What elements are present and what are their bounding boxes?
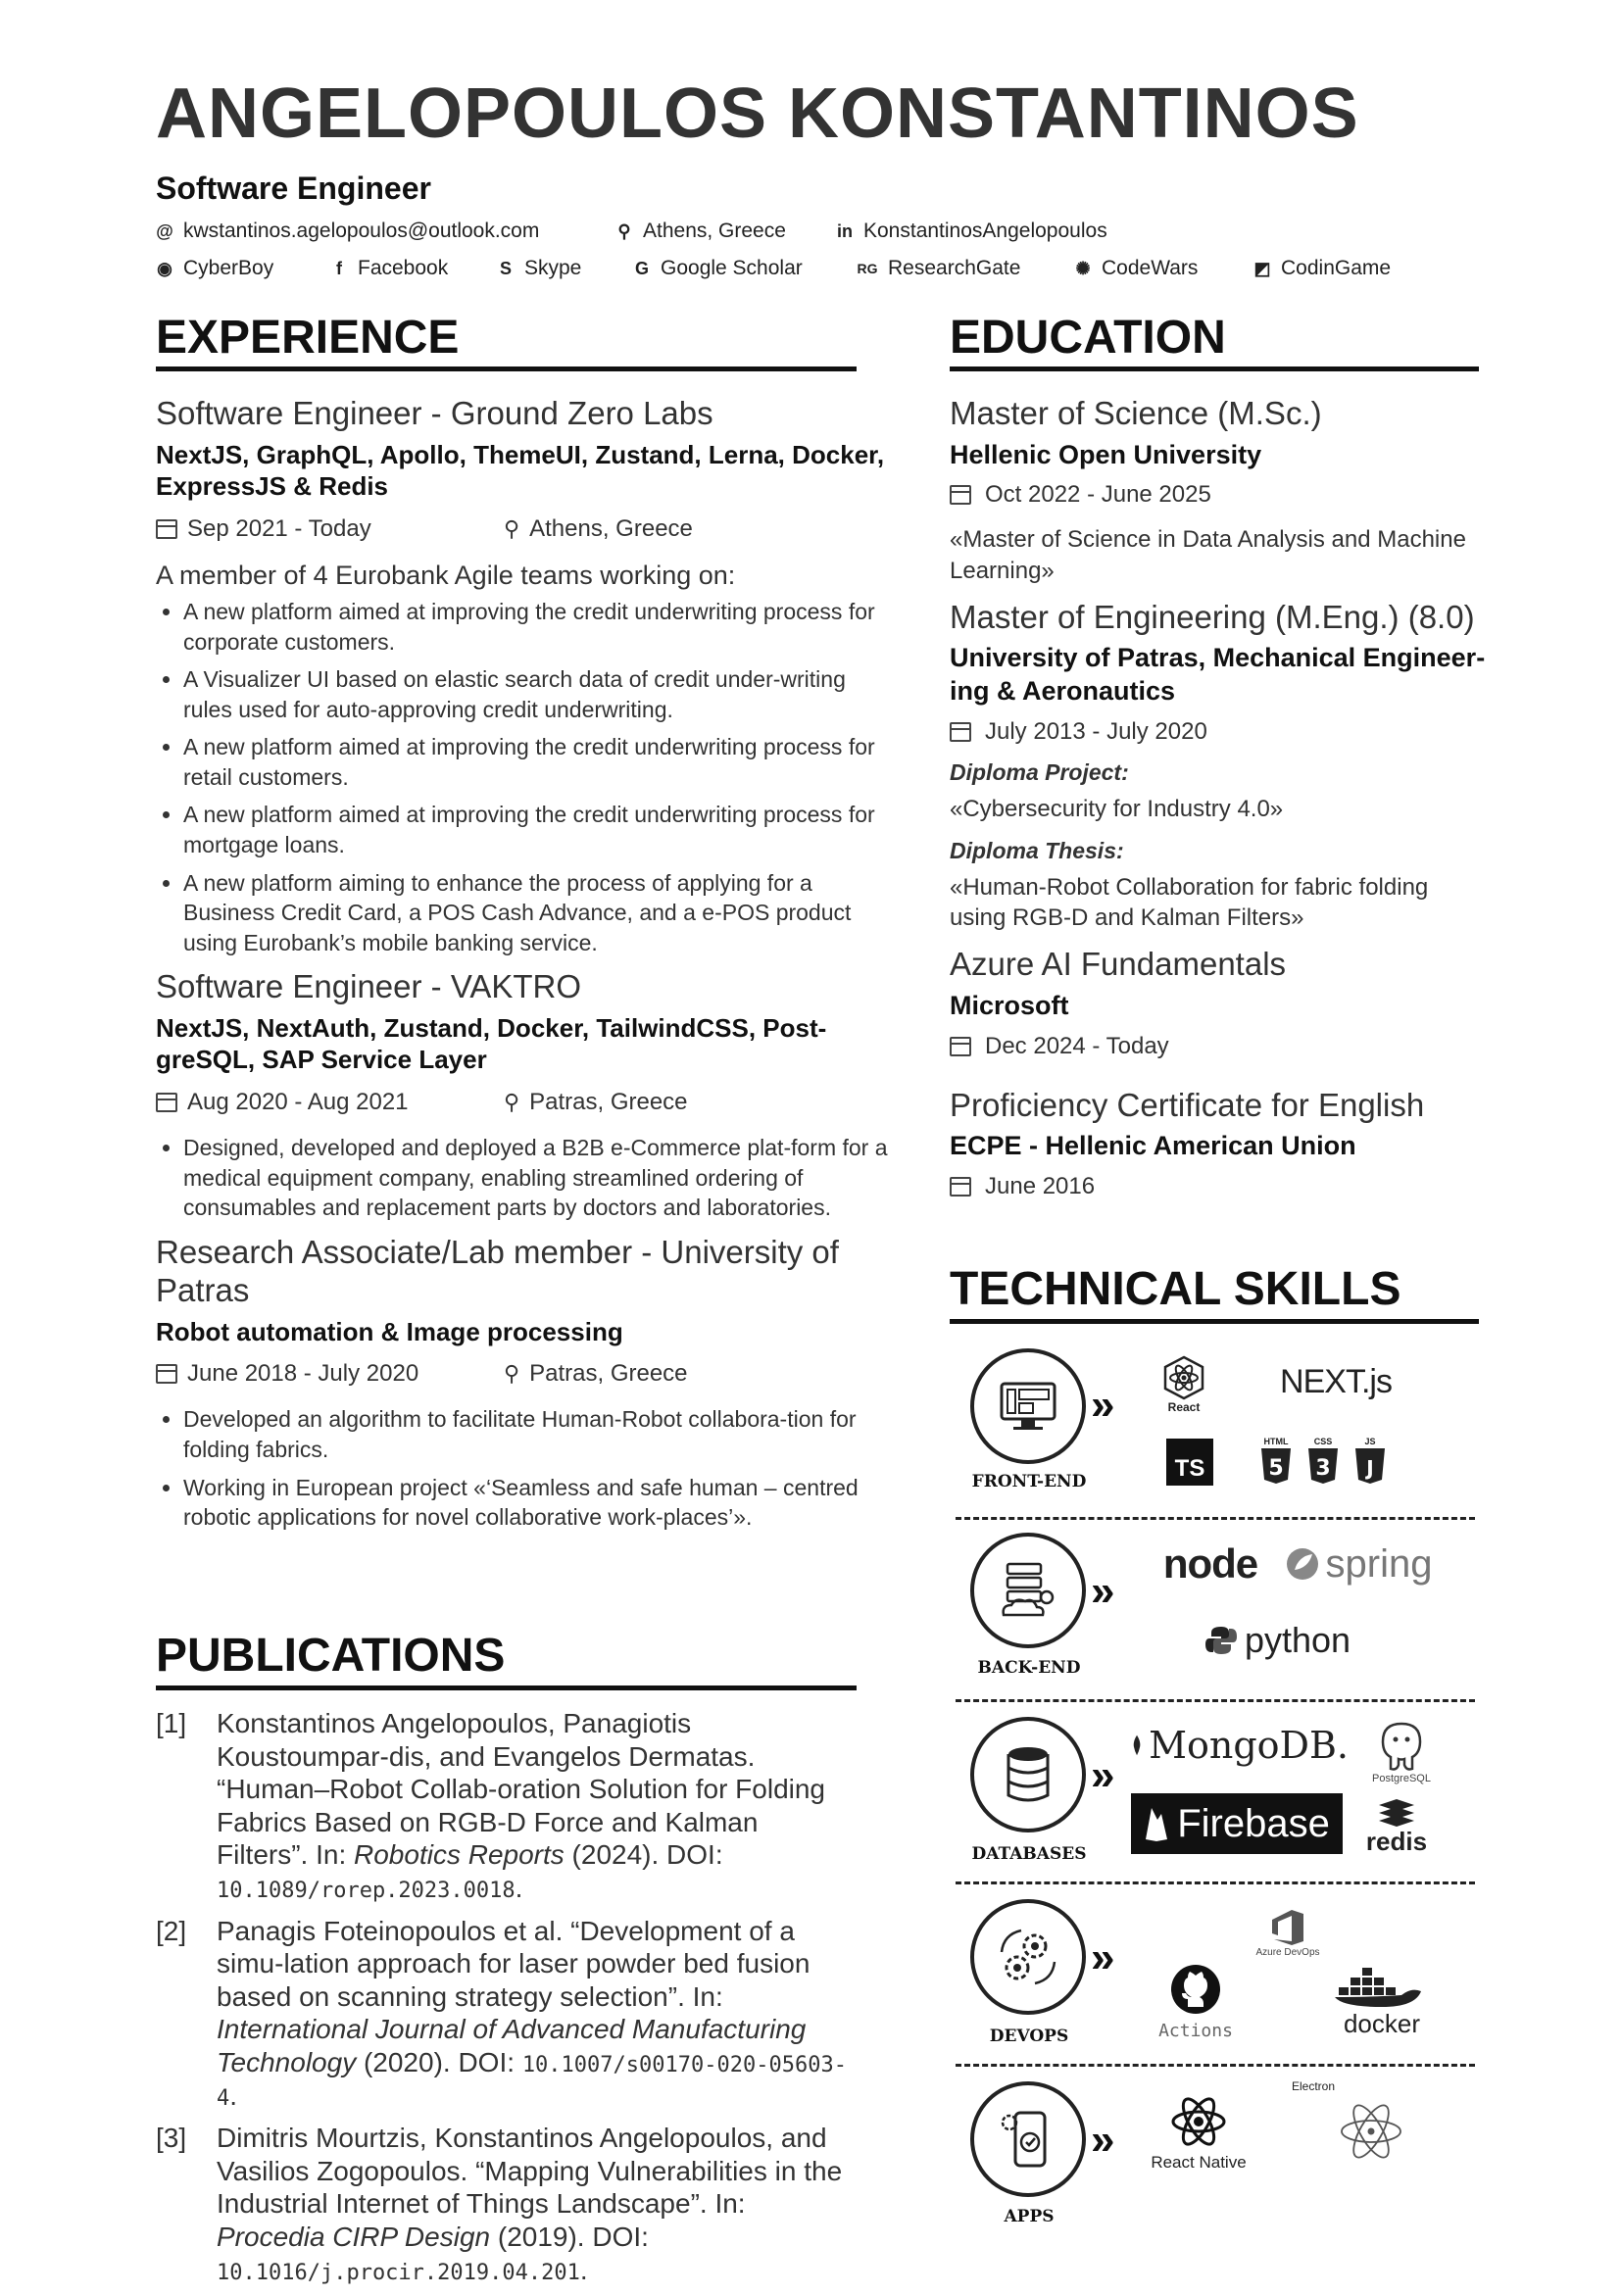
- education-heading: EDUCATION: [950, 312, 1226, 364]
- location-pin-icon: ⚲: [504, 1089, 520, 1114]
- redis-logo-icon: [1360, 1793, 1433, 1860]
- experience-item: [156, 967, 901, 1222]
- job-location: Patras, Greece: [529, 1088, 688, 1115]
- calendar-icon: [156, 519, 177, 539]
- linkedin-link[interactable]: [836, 220, 1107, 243]
- linkedin-icon: in: [837, 220, 853, 241]
- calendar-icon: [950, 1177, 971, 1197]
- list-item: • A new platform aimed at improving the credit underwriting process for retail customers.: [183, 732, 901, 792]
- institution: University of Patras, Mechanical Engineer-ing & Aeronautics: [950, 643, 1486, 707]
- publication-journal: International Journal of Advanced Manufacturing Technology: [217, 2014, 807, 2077]
- diploma-project-label: Diploma Project:: [950, 758, 1129, 785]
- list-item: • A new platform aimed at improving the credit underwriting process for mortgage loans.: [183, 800, 901, 859]
- electron-logo-text: Electron: [1292, 2079, 1336, 2093]
- github-text: CyberBoy: [183, 257, 274, 279]
- list-item: • A new platform aiming to enhance the process of applying for a Business Credit Card, a POS Cash Advance, and a e-POS product using Eurobank’s mobile banking service.: [183, 868, 901, 958]
- publication-text: Panagis Foteinopoulos et al. “Development of a simu-lation approach for laser powder bed fusion based on scanning strategy selection”. In: International Journal of Advanced Manufacturing Technology (2020). DOI: 10.1007/s00170-020-05603-4.: [217, 1915, 847, 2111]
- education-dates: July 2013 - July 2020: [985, 717, 1207, 745]
- react-native-logo-icon: [1125, 2089, 1272, 2177]
- email-text: kwstantinos.agelopoulos@outlook.com: [183, 220, 540, 242]
- databases-label: DATABASES: [971, 1844, 1087, 1864]
- job-title: Software Engineer - Ground Zero Labs: [156, 395, 713, 431]
- google-icon: G: [634, 258, 649, 278]
- skills-divider: [956, 2064, 1475, 2067]
- skill-row-apps: [949, 2076, 1478, 2242]
- nodejs-logo-icon: node: [1162, 1540, 1258, 1587]
- frontend-monitor-icon: [970, 1348, 1086, 1464]
- codewars-text: CodeWars: [1102, 257, 1199, 279]
- react-native-logo-text: React Native: [1151, 2153, 1247, 2172]
- publications-rule: [156, 1685, 857, 1690]
- google-scholar-text: Google Scholar: [661, 257, 803, 279]
- codingame-text: CodinGame: [1281, 257, 1392, 279]
- javascript-logo-icon: JS J: [1351, 1435, 1390, 1488]
- degree-title: Master of Science (M.Sc.): [950, 395, 1322, 431]
- devops-gears-icon: [970, 1899, 1086, 2015]
- publication-doi[interactable]: 10.1089/rorep.2023.0018: [217, 1878, 516, 1903]
- skills-divider: [956, 1517, 1475, 1520]
- react-logo-text: React: [1167, 1400, 1201, 1414]
- degree-title: Master of Engineering (M.Eng.) (8.0): [950, 598, 1475, 635]
- email-link[interactable]: [156, 220, 539, 243]
- svg-text:J: J: [1366, 1456, 1374, 1480]
- job-meta: [156, 1086, 901, 1119]
- experience-heading: EXPERIENCE: [156, 312, 460, 364]
- redis-logo-text: redis: [1365, 1826, 1428, 1856]
- codingame-link[interactable]: [1253, 257, 1391, 280]
- chevron-double-right-icon: »: [1091, 2116, 1115, 2164]
- job-tech-stack: NextJS, GraphQL, Apollo, ThemeUI, Zustand, Lerna, Docker, ExpressJS & Redis: [156, 439, 885, 502]
- list-item: • Designed, developed and deployed a B2B e-Commerce plat-form for a medical equipment company, enabling streamlined ordering of consumables and replacement parts by doctors and laboratories.: [183, 1133, 901, 1223]
- candidate-role: Software Engineer: [156, 171, 431, 206]
- publication-text: Konstantinos Angelopoulos, Panagiotis Koustoumpar-dis, and Evangelos Dermatas. “Human–Robot Collab-oration Solution for Folding Fabrics Based on RGB-D Force and Kalman Filters”. In: Robotics Reports (2024). DOI: 10.1089/rorep.2023.0018.: [217, 1708, 826, 1903]
- react-logo-icon: [1154, 1352, 1213, 1417]
- job-bullets: [156, 1404, 901, 1532]
- electron-logo-icon: [1282, 2076, 1429, 2174]
- education-item: [950, 598, 1489, 934]
- job-dates: Aug 2020 - Aug 2021: [187, 1088, 409, 1115]
- job-location: Athens, Greece: [529, 514, 693, 542]
- chevron-double-right-icon: »: [1091, 1751, 1115, 1799]
- facebook-icon: f: [336, 258, 342, 278]
- codingame-icon: ◩: [1253, 258, 1271, 278]
- apps-label: APPS: [1004, 2207, 1055, 2226]
- skill-row-devops: [949, 1893, 1478, 2066]
- mongodb-logo-icon: [1133, 1719, 1349, 1772]
- publications-heading: PUBLICATIONS: [156, 1630, 506, 1682]
- publication-doi[interactable]: 10.1016/j.procir.2019.04.201: [217, 2260, 580, 2285]
- institution: Microsoft: [950, 990, 1069, 1020]
- mongodb-logo-text: MongoDB.: [1149, 1724, 1349, 1767]
- diploma-thesis-label: Diploma Thesis:: [950, 838, 1124, 863]
- experience-item: [156, 394, 901, 957]
- list-item: • A new platform aimed at improving the credit underwriting process for corporate customers.: [183, 597, 901, 657]
- publications-list: [156, 1707, 857, 2296]
- skill-row-backend: [949, 1527, 1478, 1693]
- skype-icon: S: [499, 258, 512, 278]
- devops-label: DEVOPS: [989, 2027, 1069, 2046]
- job-bullets: [156, 1133, 901, 1223]
- education-dates: June 2016: [985, 1173, 1096, 1200]
- education-item: [950, 1086, 1489, 1200]
- list-item: • Working in European project «‘Seamless and safe human – centred robotic applications for novel collaborative work-places’».: [183, 1473, 901, 1533]
- chevron-double-right-icon: »: [1091, 1567, 1115, 1615]
- docker-logo-text: docker: [1343, 2008, 1421, 2038]
- job-intro: A member of 4 Eurobank Agile teams working on:: [156, 560, 736, 590]
- calendar-icon: [156, 1093, 177, 1112]
- svg-text:3: 3: [1315, 1456, 1331, 1481]
- location-item: [615, 220, 786, 243]
- skype-text: Skype: [524, 257, 582, 279]
- technical-skills-heading: TECHNICAL SKILLS: [950, 1263, 1401, 1315]
- calendar-icon: [950, 1037, 971, 1056]
- education-list: [950, 394, 1489, 1212]
- institution: Hellenic Open University: [950, 439, 1262, 469]
- skill-row-databases: [949, 1711, 1478, 1883]
- frontend-label: FRONT-END: [971, 1472, 1087, 1491]
- education-item: [950, 394, 1489, 586]
- location-pin-icon: ⚲: [617, 220, 631, 241]
- technical-skills-rule: [950, 1319, 1479, 1324]
- azure-devops-logo-icon: [1239, 1901, 1337, 1964]
- chevron-double-right-icon: »: [1091, 1381, 1115, 1429]
- codewars-link[interactable]: [1074, 257, 1198, 280]
- list-item: • Developed an algorithm to facilitate Human-Robot collabora-tion for folding fabrics.: [183, 1404, 901, 1464]
- education-dates: Dec 2024 - Today: [985, 1032, 1169, 1059]
- publication-journal: Procedia CIRP Design: [217, 2221, 491, 2252]
- location-text: Athens, Greece: [643, 220, 786, 242]
- publication-item: [156, 1915, 857, 2113]
- postgresql-logo-text: PostgreSQL: [1372, 1773, 1431, 1784]
- codewars-icon: ✺: [1075, 258, 1091, 278]
- typescript-logo-icon: TS: [1166, 1439, 1213, 1486]
- backend-label: BACK-END: [977, 1658, 1081, 1678]
- publication-item: [156, 1707, 857, 1905]
- job-tech-stack: NextJS, NextAuth, Zustand, Docker, TailwindCSS, Post-greSQL, SAP Service Layer: [156, 1012, 827, 1075]
- calendar-icon: [950, 485, 971, 505]
- at-icon: @: [156, 220, 173, 241]
- skill-row-frontend: [949, 1341, 1478, 1507]
- job-location: Patras, Greece: [529, 1360, 688, 1388]
- diploma-project: «Cybersecurity for Industry 4.0»: [950, 795, 1284, 822]
- calendar-icon: [950, 722, 971, 742]
- certification-title: Azure AI Fundamentals: [950, 946, 1287, 983]
- spring-logo-icon: [1280, 1540, 1437, 1588]
- html5-logo-icon: HTML 5: [1256, 1435, 1296, 1488]
- diploma-thesis: «Human-Robot Collaboration for fabric folding using RGB-D and Kalman Filters»: [950, 874, 1429, 932]
- azure-devops-logo-text: Azure DevOps: [1255, 1946, 1320, 1958]
- researchgate-link[interactable]: [857, 257, 1020, 280]
- google-scholar-link[interactable]: [633, 257, 803, 280]
- calendar-icon: [156, 1364, 177, 1384]
- job-title: Software Engineer - VAKTRO: [156, 968, 582, 1005]
- spring-logo-text: spring: [1325, 1541, 1433, 1586]
- backend-server-cloud-icon: [970, 1533, 1086, 1648]
- docker-logo-icon: [1323, 1962, 1441, 2040]
- skills-divider: [956, 1699, 1475, 1702]
- python-logo-text: python: [1244, 1620, 1351, 1660]
- python-logo-icon: [1200, 1617, 1356, 1664]
- candidate-name: ANGELOPOULOS KONSTANTINOS: [156, 74, 1359, 153]
- education-rule: [950, 366, 1479, 371]
- education-dates: Oct 2022 - June 2025: [985, 481, 1211, 509]
- publication-number: [3]: [156, 2123, 187, 2154]
- chevron-double-right-icon: »: [1091, 1933, 1115, 1981]
- facebook-link[interactable]: [330, 257, 448, 280]
- facebook-text: Facebook: [358, 257, 449, 279]
- institution: ECPE - Hellenic American Union: [950, 1131, 1356, 1161]
- job-tech-stack: Robot automation & Image processing: [156, 1316, 623, 1346]
- firebase-logo-text: Firebase: [1177, 1801, 1330, 1845]
- github-actions-logo-text: Actions: [1158, 2020, 1233, 2041]
- job-meta: [156, 513, 901, 546]
- nextjs-logo-icon: NEXT.js: [1280, 1362, 1392, 1400]
- job-dates: June 2018 - July 2020: [187, 1360, 419, 1388]
- database-cylinder-icon: [970, 1717, 1086, 1832]
- svg-text:5: 5: [1268, 1456, 1284, 1481]
- researchgate-text: ResearchGate: [888, 257, 1021, 279]
- location-pin-icon: ⚲: [504, 1361, 520, 1387]
- experience-rule: [156, 366, 857, 371]
- publication-doi[interactable]: 10.1007/s00170-020-05603-4: [217, 2052, 847, 2111]
- postgresql-logo-icon: [1360, 1713, 1443, 1791]
- location-pin-icon: ⚲: [504, 515, 520, 541]
- skype-link[interactable]: [497, 257, 581, 280]
- firebase-logo-icon: [1131, 1793, 1343, 1854]
- publication-text: Dimitris Mourtzis, Konstantinos Angelopoulos, and Vasilios Zogopoulos. “Mapping Vulnerabilities in the Industrial Internet of Things Landscape”. In: Procedia CIRP Design (2019). DOI: 10.1016/j.procir.2019.04.201.: [217, 2123, 843, 2285]
- job-bullets: [156, 597, 901, 957]
- list-item: • A Visualizer UI based on elastic search data of credit under-writing rules used for auto-approving credit underwriting.: [183, 664, 901, 724]
- linkedin-text: KonstantinosAngelopoulos: [863, 220, 1107, 242]
- publication-item: [156, 2122, 857, 2286]
- publication-number: [1]: [156, 1708, 187, 1738]
- job-title: Research Associate/Lab member - University of Patras: [156, 1233, 839, 1309]
- github-icon: ◉: [157, 258, 172, 278]
- publication-journal: Robotics Reports: [354, 1839, 565, 1871]
- publication-number: [2]: [156, 1915, 187, 1946]
- degree-description: «Master of Science in Data Analysis and Machine Learning»: [950, 526, 1466, 584]
- researchgate-icon: RG: [857, 261, 878, 276]
- job-dates: Sep 2021 - Today: [187, 514, 371, 542]
- github-actions-logo-icon: [1137, 1958, 1254, 2046]
- education-item: [950, 945, 1489, 1059]
- experience-list: [156, 394, 901, 1542]
- skills-divider: [956, 1881, 1475, 1884]
- certification-title: Proficiency Certificate for English: [950, 1086, 1425, 1123]
- experience-item: [156, 1233, 901, 1533]
- css3-logo-icon: CSS 3: [1303, 1435, 1343, 1488]
- github-link[interactable]: [156, 257, 273, 280]
- job-meta: [156, 1357, 901, 1391]
- mobile-apps-icon: [970, 2081, 1086, 2197]
